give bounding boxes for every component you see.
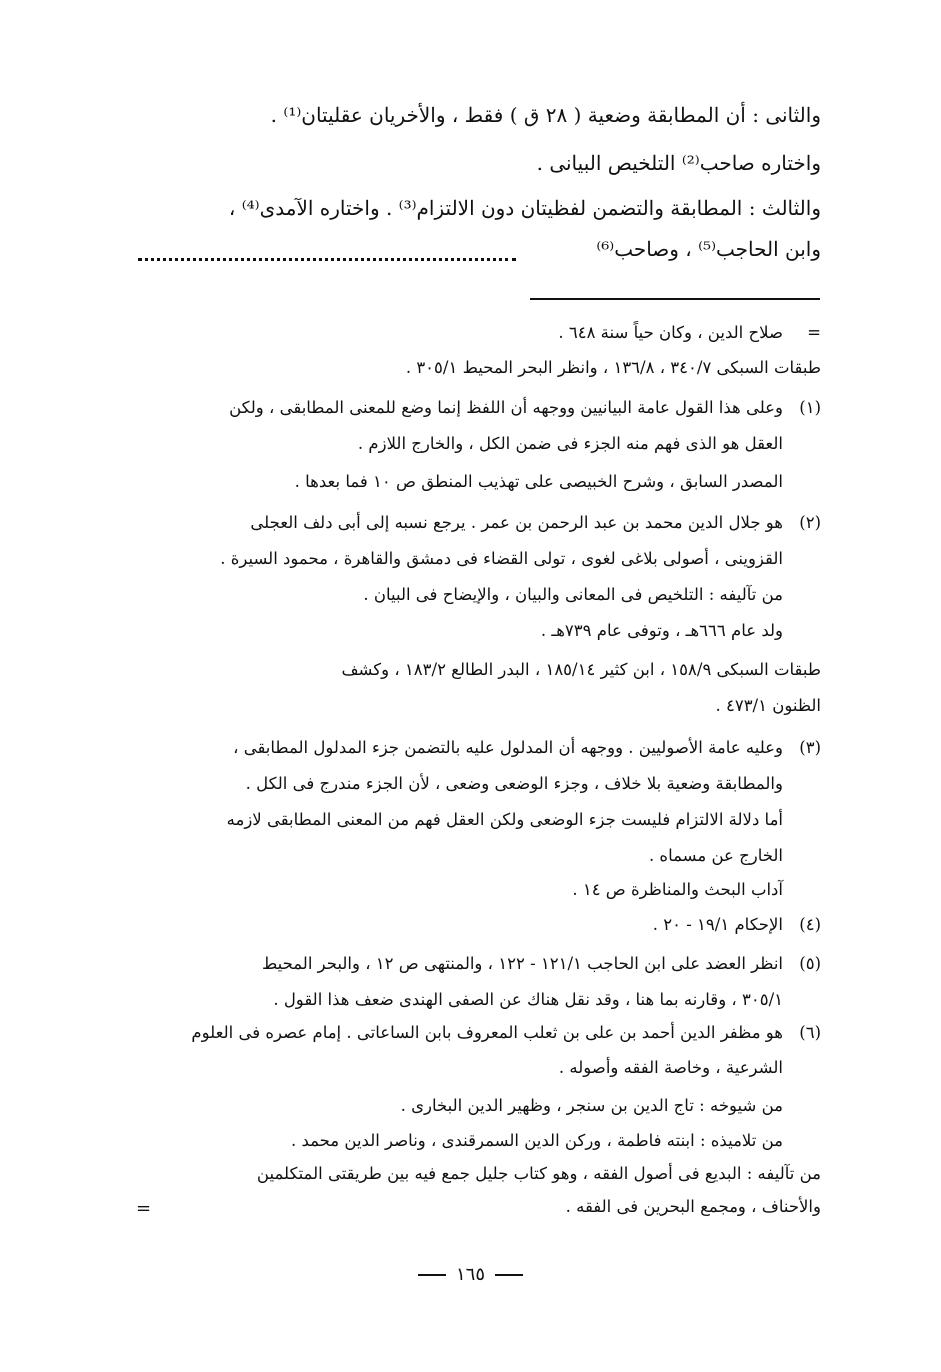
continuation-dots — [138, 244, 516, 261]
page-number-dash-right — [495, 1274, 523, 1276]
footnote-cont-line-1: صلاح الدين ، وكان حياً سنة ٦٤٨ . — [558, 323, 783, 342]
footnote-6-line-1: هو مظفر الدين أحمد بن على بن ثعلب المعروف بابن الساعاتى . إمام عصره فى العلوم — [191, 1023, 783, 1042]
main-text-line-2: واختاره صاحب⁽²⁾ التلخيص البيانى . — [536, 151, 821, 175]
footnote-6-line-3: من شيوخه : تاج الدين بن سنجر ، وظهير الدين البخارى . — [400, 1096, 783, 1115]
footnote-6-line-2: الشرعية ، وخاصة الفقه وأصوله . — [558, 1058, 783, 1077]
footnote-2-line-5: طبقات السبكى ١٥٨/٩ ، ابن كثير ١٨٥/١٤ ، البدر الطالع ١٨٣/٢ ، وكشف — [341, 660, 821, 679]
page-number — [0, 1264, 941, 1285]
footnote-number-5: (٥) — [799, 954, 821, 973]
footnote-5-line-1: انظر العضد على ابن الحاجب ١٢١/١ - ١٢٢ ، والمنتهى ص ١٢ ، والبحر المحيط — [261, 954, 783, 973]
footnote-3-line-5: آداب البحث والمناظرة ص ١٤ . — [572, 880, 783, 899]
footnote-number-1: (١) — [799, 398, 821, 417]
footnote-5-line-2: ٣٠٥/١ ، وقارنه بما هنا ، وقد نقل هناك عن الصفى الهندى ضعف هذا القول . — [273, 990, 783, 1009]
footnote-3-line-2: والمطابقة وضعية بلا خلاف ، وجزء الوضعى وضعى ، لأن الجزء مندرج فى الكل . — [245, 774, 783, 793]
footnote-4-line-1: الإحكام ١٩/١ - ٢٠ . — [652, 915, 783, 934]
footnote-3-line-3: أما دلالة الالتزام فليست جزء الوضعى ولكن العقل فهم من المعنى المطابقى لازمه — [226, 810, 783, 829]
footnote-1-line-1: وعلى هذا القول عامة البيانيين ووجهه أن اللفظ إنما وضع للمعنى المطابقى ، ولكن — [229, 398, 783, 417]
footnote-6-line-6: والأحناف ، ومجمع البحرين فى الفقه . — [565, 1197, 821, 1216]
continuation-marker: = — [807, 323, 821, 342]
footnote-6-line-4: من تلاميذه : ابنته فاطمة ، وركن الدين السمرقندى ، وناصر الدين محمد . — [290, 1131, 783, 1150]
footnote-number-3: (٣) — [799, 738, 821, 757]
footnote-number-2: (٢) — [799, 513, 821, 532]
footnote-number-4: (٤) — [799, 915, 821, 934]
main-text-line-4: وابن الحاجب⁽⁵⁾ ، وصاحب⁽⁶⁾ — [596, 237, 821, 261]
footnote-separator — [530, 298, 820, 300]
page-number-dash-left — [418, 1274, 446, 1276]
footnote-2-line-3: من تآليفه : التلخيص فى المعانى والبيان ، والإيضاح فى البيان . — [363, 585, 783, 604]
footnote-3-line-1: وعليه عامة الأصوليين . ووجهه أن المدلول عليه بالتضمن جزء المدلول المطابقى ، — [233, 738, 783, 757]
footnote-cont-line-2: طبقات السبكى ٣٤٠/٧ ، ١٣٦/٨ ، وانظر البحر المحيط ٣٠٥/١ . — [405, 358, 821, 377]
continuation-marker-end: = — [136, 1198, 152, 1219]
main-text-line-1: والثانى : أن المطابقة وضعية ( ٢٨ ق ) فقط ، والأخريان عقليتان⁽¹⁾ . — [270, 103, 821, 127]
footnote-2-line-1: هو جلال الدين محمد بن عبد الرحمن بن عمر . يرجع نسبه إلى أبى دلف العجلى — [250, 513, 783, 532]
main-text-line-3: والثالث : المطابقة والتضمن لفظيتان دون الالتزام⁽³⁾ . واختاره الآمدى⁽⁴⁾ ، — [228, 196, 821, 220]
footnote-1-line-3: المصدر السابق ، وشرح الخبيصى على تهذيب المنطق ص ١٠ فما بعدها . — [294, 472, 783, 491]
footnote-number-6: (٦) — [799, 1023, 821, 1042]
footnote-6-line-5: من تآليفه : البديع فى أصول الفقه ، وهو كتاب جليل جمع فيه بين طريقتى المتكلمين — [256, 1164, 821, 1183]
footnote-2-line-2: القزوينى ، أصولى بلاغى لغوى ، تولى القضاء فى دمشق والقاهرة ، محمود السيرة . — [220, 549, 783, 568]
footnote-3-line-4: الخارج عن مسماه . — [648, 846, 783, 865]
footnote-2-line-6: الظنون ٤٧٣/١ . — [715, 696, 821, 715]
footnote-2-line-4: ولد عام ٦٦٦هـ ، وتوفى عام ٧٣٩هـ . — [540, 621, 783, 640]
page-number-value: ١٦٥ — [455, 1264, 485, 1285]
footnote-1-line-2: العقل هو الذى فهم منه الجزء فى ضمن الكل ، والخارج اللازم . — [357, 434, 783, 453]
